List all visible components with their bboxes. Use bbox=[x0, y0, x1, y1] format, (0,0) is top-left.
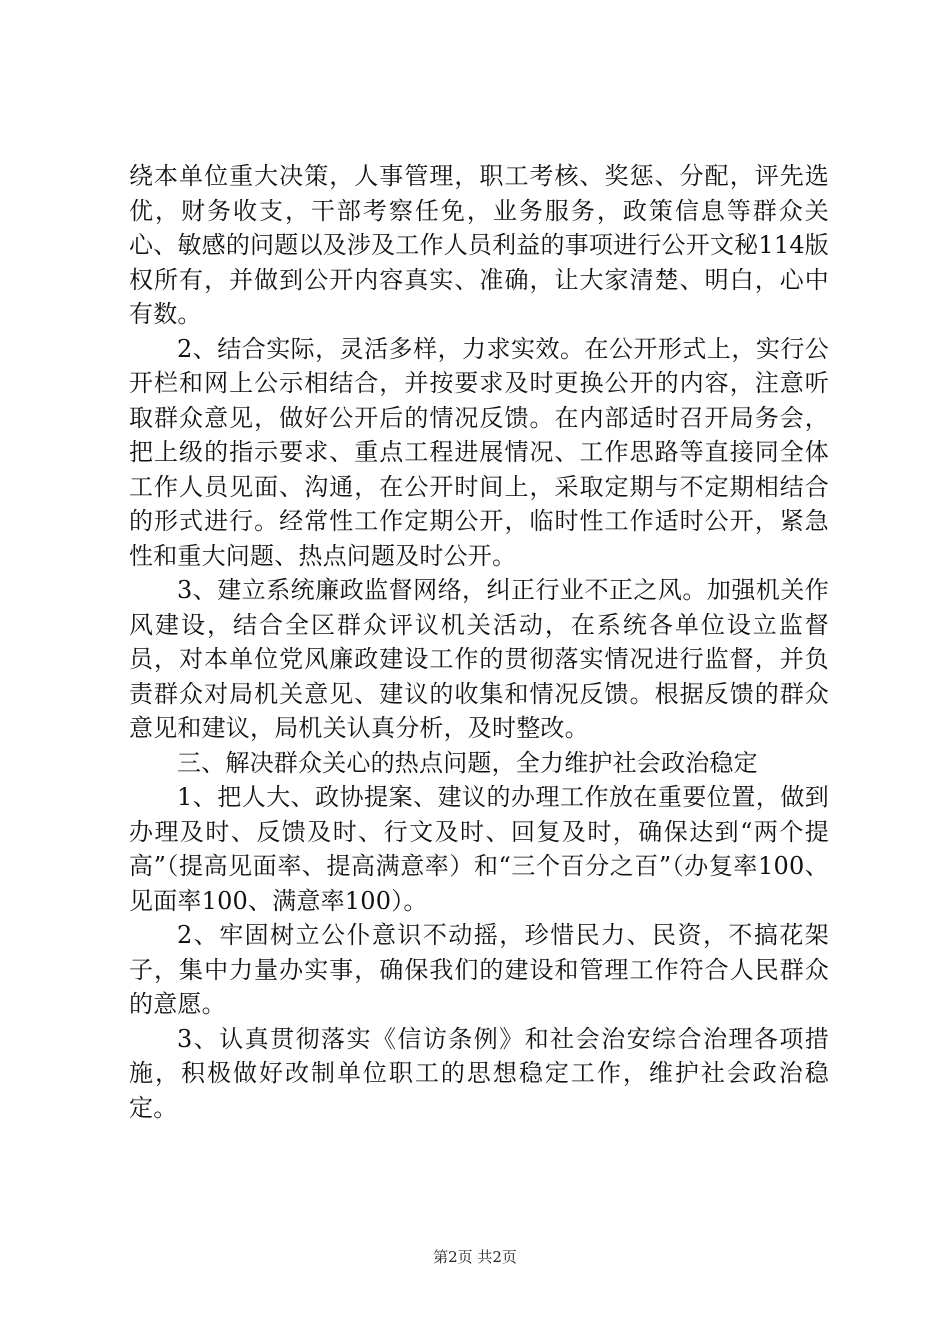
paragraph-3: 3、建立系统廉政监督网络，纠正行业不正之风。加强机关作风建设，结合全区群众评议机关活动，在系统各单位设立监督员，对本单位党风廉政建设工作的贯彻落实情况进行监督，并负责群众对局机关意见、建议的收集和情况反馈。根据反馈的群众意见和建议，局机关认真分析，及时整改。 bbox=[129, 576, 829, 742]
paragraph-2: 2、结合实际，灵活多样，力求实效。在公开形式上，实行公开栏和网上公示相结合，并按要求及时更换公开的内容，注意听取群众意见，做好公开后的情况反馈。在内部适时召开局务会，把上级的指示要求、重点工程进展情况、工作思路等直接同全体工作人员见面、沟通，在公开时间上，采取定期与不定期相结合的形式进行。经常性工作定期公开，临时性工作适时公开，紧急性和重大问题、热点问题及时公开。 bbox=[129, 334, 829, 570]
paragraph-4: 1、把人大、政协提案、建议的办理工作放在重要位置，做到办理及时、反馈及时、行文及时、回复及时，确保达到“两个提高”（提高见面率、提高满意率）和“三个百分之百”（办复率100、见面率100、满意率100）。 bbox=[129, 783, 829, 915]
paragraph-5: 2、牢固树立公仆意识不动摇，珍惜民力、民资，不搞花架子，集中力量办实事，确保我们的建设和管理工作符合人民群众的意愿。 bbox=[129, 921, 829, 1018]
page-number-footer: 第2页 共2页 bbox=[433, 1248, 517, 1266]
section-heading-3: 三、解决群众关心的热点问题，全力维护社会政治稳定 bbox=[177, 748, 758, 777]
paragraph-6: 3、认真贯彻落实《信访条例》和社会治安综合治理各项措施，积极做好改制单位职工的思想稳定工作，维护社会政治稳定。 bbox=[129, 1024, 829, 1122]
document-body bbox=[129, 159, 829, 1125]
paragraph-1: 绕本单位重大决策，人事管理，职工考核、奖惩、分配，评先选优，财务收支，干部考察任免，业务服务，政策信息等群众关心、敏感的问题以及涉及工作人员利益的事项进行公开文秘114版权所有，并做到公开内容真实、准确，让大家清楚、明白，心中有数。 bbox=[129, 162, 829, 328]
